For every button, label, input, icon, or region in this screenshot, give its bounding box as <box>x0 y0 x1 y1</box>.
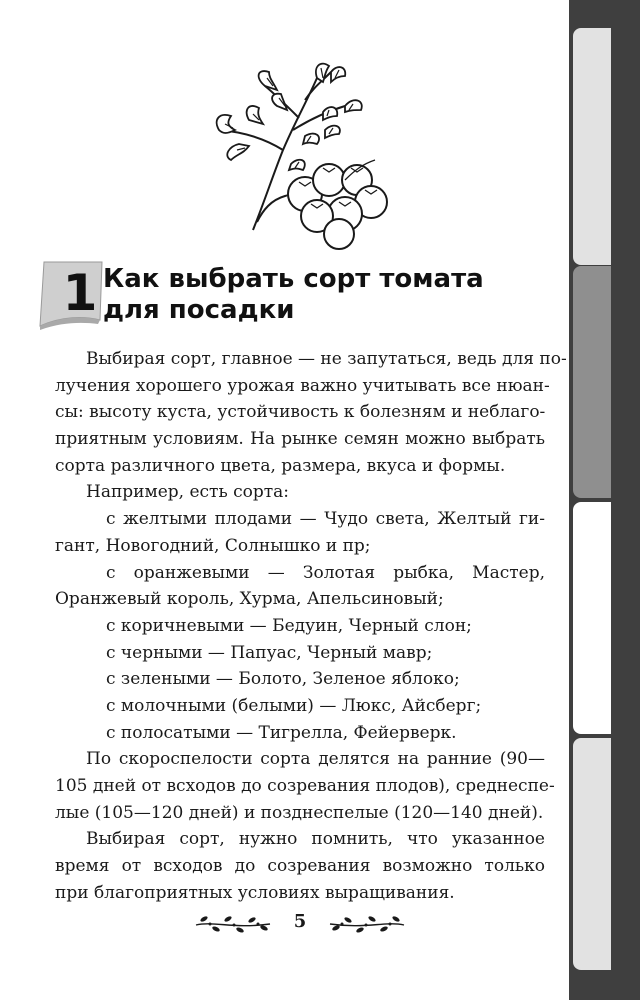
leaf-vine-ornament-icon <box>328 911 406 937</box>
thumb-tab-2 <box>573 266 611 498</box>
variety-item-continued: гант, Новогодний, Солнышко и пр; <box>55 535 371 556</box>
variety-item: с коричневыми — Бедуин, Черный слон; <box>106 615 472 636</box>
chapter-heading <box>38 258 558 338</box>
chapter-title <box>103 264 543 326</box>
variety-item: с желтыми плодами — Чудо света, Желтый ги- <box>106 509 545 530</box>
variety-item: с полосатыми — Тигрелла, Фейерверк. <box>106 722 457 743</box>
text-line: лучения хорошего урожая важно учитывать все нюан- <box>55 375 550 396</box>
text-line: сы: высоту куста, устойчивость к болезням и неблаго- <box>55 402 546 423</box>
text-line: приятным условиям. На рынке семян можно выбрать <box>55 429 545 450</box>
text-line: время от всходов до созревания возможно только <box>55 856 545 877</box>
text-line: при благоприятных условиях выращивания. <box>55 882 455 903</box>
leaf-vine-ornament-icon <box>194 911 272 937</box>
thumb-tab-1 <box>573 28 611 265</box>
thumb-tab-4 <box>573 738 611 970</box>
text-line: Выбирая сорт, нужно помнить, что указанное <box>86 829 545 850</box>
text-line: 105 дней от всходов до созревания плодов), среднеспе- <box>55 776 555 796</box>
variety-item: с черными — Папуас, Черный мавр; <box>106 642 433 663</box>
body-text <box>55 346 567 906</box>
chapter-title-line: Как выбрать сорт томата <box>103 264 484 294</box>
variety-item: с молочными (белыми) — Люкс, Айсберг; <box>106 695 482 716</box>
text-line: По скороспелости сорта делятся на ранние (90— <box>86 749 545 770</box>
text-line: Например, есть сорта: <box>86 482 290 503</box>
page-footer <box>190 903 410 943</box>
variety-item: с зелеными — Болото, Зеленое яблоко; <box>106 669 460 690</box>
tomato-plant-illustration <box>205 60 405 250</box>
thumb-tab-3 <box>573 502 611 734</box>
page-number: 5 <box>293 911 307 932</box>
text-line: сорта различного цвета, размера, вкуса и формы. <box>55 455 506 476</box>
chapter-title-line: для посадки <box>103 295 295 325</box>
text-line: Выбирая сорт, главное — не запутаться, ведь для по- <box>86 349 567 369</box>
variety-item: с оранжевыми — Золотая рыбка, Мастер, <box>106 562 545 583</box>
text-line: лые (105—120 дней) и позднеспелые (120—140 дней). <box>55 802 544 823</box>
variety-item-continued: Оранжевый король, Хурма, Апельсиновый; <box>55 589 444 610</box>
chapter-number: 1 <box>62 264 98 322</box>
